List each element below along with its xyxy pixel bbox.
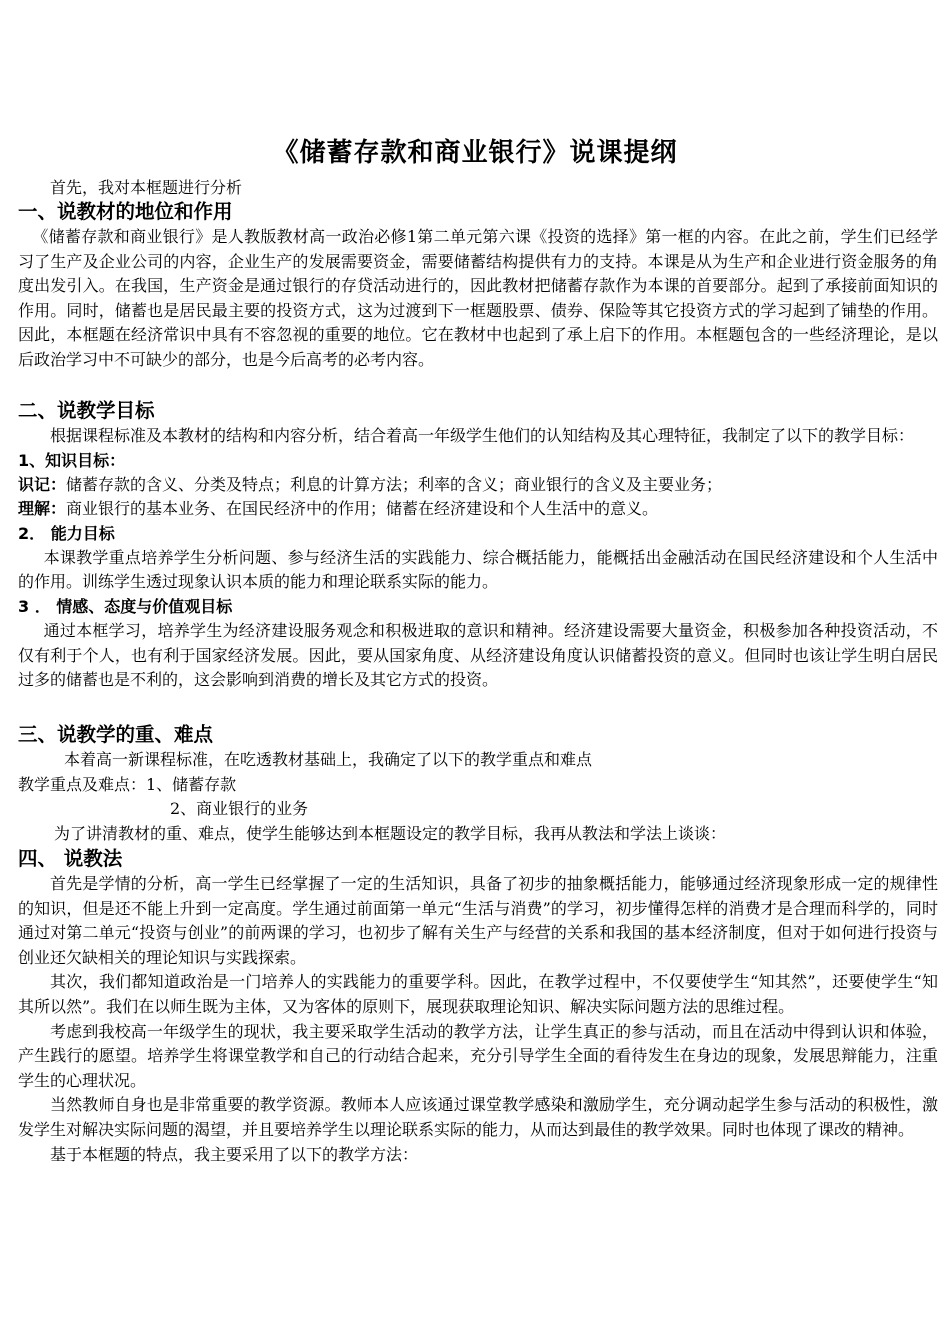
section-2	[18, 398, 938, 693]
section-1-paragraph: 《储蓄存款和商业银行》是人教版教材高一政治必修1第二单元第六课《投资的选择》第一框的内容。在此之前，学生们已经学习了生产及企业公司的内容，企业生产的发展需要资金，需要储蓄结构提供有力的支持。本课是从为生产和企业进行资金服务的角度出发引入。在我国，生产资金是通过银行的存贷活动进行的，因此教材把储蓄存款作为本课的首要部分。起到了承接前面知识的作用。同时，储蓄也是居民最主要的投资方式，这为过渡到下一框题股票、债券、保险等其它投资方式的学习起到了铺垫的作用。因此，本框题在经济常识中具有不容忽视的重要的地位。它在教材中也起到了承上启下的作用。本框题包含的一些经济理论，是以后政治学习中不可缺少的部分，也是今后高考的必考内容。	[18, 227, 938, 369]
document-title: 《储蓄存款和商业银行》说课提纲	[272, 138, 678, 168]
section-4-paragraph-2: 其次，我们都知道政治是一门培养人的实践能力的重要学科。因此，在教学过程中，不仅要使学生“知其然”，还要使学生“知其所以然”。我们在以师生既为主体，又为客体的原则下，展现获取理论知识、解决实际问题方法的思维过程。	[18, 972, 938, 1016]
ability-goals-heading: 2． 能力目标	[18, 523, 115, 543]
section-1-heading: 一、说教材的地位和作用	[18, 200, 233, 223]
knowledge-goals-heading: 1、知识目标：	[18, 450, 126, 470]
section-2-paragraph: 根据课程标准及本教材的结构和内容分析，结合着高一年级学生他们的认知结构及其心理特征，我制定了以下的教学目标：	[50, 426, 915, 445]
section-2-heading: 二、说教学目标	[18, 399, 155, 422]
understand-text: 商业银行的基本业务、在国民经济中的作用；储蓄在经济建设和个人生活中的意义。	[66, 499, 659, 519]
emotion-goals-paragraph: 通过本框学习，培养学生为经济建设服务观念和积极进取的意识和精神。经济建设需要大量资金，积极参加各种投资活动，不仅有利于个人，也有利于国家经济发展。因此，要从国家角度、从经济建设角度认识储蓄投资的意义。但同时也该让学生明白居民过多的储蓄也是不利的，这会影响到消费的增长及其它方式的投资。	[18, 620, 938, 690]
section-1	[18, 199, 938, 373]
intro-line: 首先，我对本框题进行分析	[50, 178, 243, 197]
section-4-heading: 四、 说教法	[18, 847, 123, 870]
recall-label: 识记：	[18, 474, 67, 494]
recall-text: 储蓄存款的含义、分类及特点；利息的计算方法；利率的含义；商业银行的含义及主要业务；	[66, 474, 723, 494]
transition-line: 为了讲清教材的重、难点，使学生能够达到本框题设定的教学目标，我再从教法和学法上谈谈：	[54, 823, 727, 843]
key-point-1: 教学重点及难点：1、储蓄存款	[18, 774, 237, 794]
intro-line-block	[18, 176, 938, 201]
section-3	[18, 722, 938, 846]
key-point-2: 2、商业银行的业务	[170, 799, 309, 819]
section-4-paragraph-3: 考虑到我校高一年级学生的现状，我主要采取学生活动的教学方法，让学生真正的参与活动，而且在活动中得到认识和体验，产生践行的愿望。培养学生将课堂教学和自己的行动结合起来，充分引导学生全面的看待发生在身边的现象，发展思辩能力，注重学生的心理状况。	[18, 1021, 938, 1090]
understand-label: 理解：	[18, 499, 67, 519]
section-4-paragraph-1: 首先是学情的分析，高一学生已经掌握了一定的生活知识，具备了初步的抽象概括能力，能够通过经济现象形成一定的规律性的知识，但是还不能上升到一定高度。学生通过前面第一单元“生活与消费”的学习，初步懂得怎样的消费才是合理而科学的，同时通过对第二单元“投资与创业”的前两课的学习，也初步了解有关生产与经营的关系和我国的基本经济制度，但对于如何进行投资与创业还欠缺相关的理论知识与实践探索。	[18, 874, 938, 967]
section-3-heading: 三、说教学的重、难点	[18, 723, 214, 746]
key-points-intro: 本着高一新课程标准，在吃透教材基础上，我确定了以下的教学重点和难点	[64, 750, 593, 769]
emotion-goals-heading: 3 ． 情感、态度与价值观目标	[18, 596, 233, 616]
recall-line	[18, 473, 938, 498]
section-4-paragraph-4: 当然教师自身也是非常重要的教学资源。教师本人应该通过课堂教学感染和激励学生，充分调动起学生参与活动的积极性，激发学生对解决实际问题的渴望，并且要培养学生以理论联系实际的能力，从而达到最佳的教学效果。同时也体现了课改的精神。	[18, 1095, 938, 1139]
section-4-paragraph-5: 基于本框题的特点，我主要采用了以下的教学方法：	[50, 1144, 419, 1164]
understand-line	[18, 497, 938, 522]
section-4	[18, 846, 938, 1167]
ability-goals-paragraph: 本课教学重点培养学生分析问题、参与经济生活的实践能力、综合概括能力，能概括出金融活动在国民经济建设和个人生活中的作用。训练学生透过现象认识本质的能力和理论联系实际的能力。	[18, 547, 938, 592]
